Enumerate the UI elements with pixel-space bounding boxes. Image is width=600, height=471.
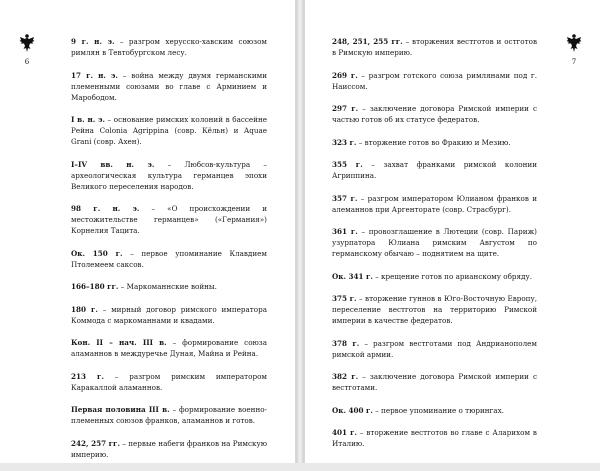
entry-date: 378 г. [332, 338, 360, 348]
chronology-entry [332, 226, 537, 259]
entry-text: – мирный договор римского императора Коммода с маркоманнами и квадами. [71, 304, 267, 325]
chronology-entry [71, 281, 267, 292]
left-page [0, 0, 296, 463]
entry-date: 375 г. [332, 294, 357, 303]
entry-date: 248, 251, 255 гг. [332, 37, 403, 46]
entry-text: – формирование военно-племенных союзов франков, аламаннов и готов. [71, 405, 267, 425]
entry-date: 213 г. [71, 371, 104, 381]
entry-date: 98 г. н. э. [71, 204, 140, 213]
chronology-list [71, 36, 267, 471]
entry-text: – заключение договора Римской империи с вестготами. [332, 372, 537, 392]
entry-date: I–IV вв. н. э. [71, 159, 155, 169]
chronology-entry [71, 114, 267, 147]
entry-text: – основание римских колоний в бассейне Рейна Colonia Agrippina (совр. Кёльн) и Aquae Grani (совр. Ахен). [71, 115, 267, 146]
chronology-entry [71, 159, 267, 192]
chronology-entry [332, 427, 537, 449]
entry-text: – крещение готов по арианскому обряду. [372, 271, 533, 281]
entry-text: – вторжение готов во Фракию и Мезию. [356, 137, 511, 147]
chronology-entry [332, 103, 537, 125]
entry-date: Ок. 400 г. [332, 405, 373, 415]
entry-text: – первые набеги франков на Римскую империю. [71, 438, 268, 459]
entry-date: 9 г. н. э. [71, 37, 115, 46]
book-gutter [296, 0, 304, 463]
entry-text: – провозглашение в Лютеции (совр. Париж) узурпатора Юлиана римским Августом по германскому обычаю – поднятием на щите. [332, 227, 537, 258]
chronology-entry [332, 159, 537, 181]
chronology-entry [332, 293, 537, 326]
page-number: 6 [24, 58, 30, 66]
chronology-entry [71, 70, 267, 103]
entry-text: – Маркоманнские войны. [118, 282, 217, 291]
entry-date: Кон. II – нач. III в. [71, 338, 167, 347]
entry-text: – вторжения вестготов и остготов в Римскую империю. [332, 37, 537, 57]
entry-date: Первая половина III в. [71, 405, 170, 414]
chronology-entry [332, 271, 537, 282]
entry-text: – разгром херусско-хавским союзом римлян в Тевтобургском лесу. [71, 37, 267, 57]
entry-date: 269 г. [332, 70, 358, 80]
chronology-entry [71, 36, 267, 58]
page-number: 7 [571, 58, 577, 66]
eagle-emblem-icon [566, 33, 582, 53]
entry-text: – вторжение вестготов во главе с Аларихом в Италию. [332, 428, 537, 448]
entry-text: – захват франками римской колонии Агриппина. [332, 160, 537, 180]
chronology-entry [71, 304, 267, 326]
entry-text: – война между двумя германскими племенными союзами во главе с Арминием и Марободом. [71, 70, 268, 102]
chronology-entry [332, 371, 537, 393]
entry-text: – заключение договора Римской империи с частью готов об их статусе федератов. [332, 104, 537, 124]
chronology-entry [71, 337, 267, 359]
chronology-entry [332, 137, 537, 148]
right-page [304, 0, 600, 463]
entry-text: – первое упоминание Клавдием Птолемеем саксов. [71, 248, 267, 269]
entry-date: 357 г. [332, 193, 358, 203]
chronology-entry [332, 36, 537, 58]
entry-date: 323 г. [332, 137, 357, 147]
entry-text: – формирование союза аламаннов в междуречье Дуная, Майна и Рейна. [71, 338, 267, 358]
chronology-entry [71, 404, 267, 426]
chronology-entry [332, 193, 537, 215]
entry-date: 17 г. н. э. [71, 70, 118, 80]
entry-date: 382 г. [332, 372, 359, 381]
eagle-emblem-icon [19, 33, 35, 53]
entry-date: 242, 257 гг. [71, 438, 120, 448]
entry-text: – разгром императором Юлианом франков и алеманнов при Аргенторате (совр. Страсбург). [332, 193, 537, 214]
chronology-entry [332, 338, 537, 360]
entry-date: Ок. 150 г. [71, 248, 123, 258]
chronology-entry [332, 405, 537, 416]
entry-date: I в. н. э. [71, 115, 105, 124]
entry-text: – разгром римским императором Каракаллой аламаннов. [71, 371, 267, 392]
chronology-entry [71, 438, 267, 460]
chronology-entry [71, 203, 267, 236]
entry-text: – Любсов-культура – археологическая культура германцев эпохи Великого переселения народов. [71, 159, 267, 191]
entry-date: 355 г. [332, 160, 363, 169]
entry-date: Ок. 341 г. [332, 271, 373, 281]
entry-date: 166–180 гг. [71, 282, 119, 291]
chronology-entry [71, 371, 267, 393]
entry-text: – первое упоминание о тюрингах. [372, 405, 504, 415]
entry-text: – «О происхождении и местожительстве германцев» («Германия») Корнелия Тацита. [71, 204, 267, 235]
chronology-entry [332, 70, 537, 92]
entry-text: – разгром готского союза римлянами под г. Наиссом. [332, 70, 537, 91]
entry-date: 401 г. [332, 428, 357, 437]
chronology-entry [71, 248, 267, 270]
entry-text: – разгром вестготами под Андрианополем римской армии. [332, 338, 537, 359]
entry-text: – вторжение гуннов в Юго-Восточную Европу, переселение вестготов на территорию Римской империи в качестве федератов. [332, 294, 537, 325]
entry-date: 180 г. [71, 304, 98, 314]
chronology-list [332, 36, 537, 461]
entry-date: 361 г. [332, 227, 358, 236]
entry-date: 297 г. [332, 104, 359, 113]
